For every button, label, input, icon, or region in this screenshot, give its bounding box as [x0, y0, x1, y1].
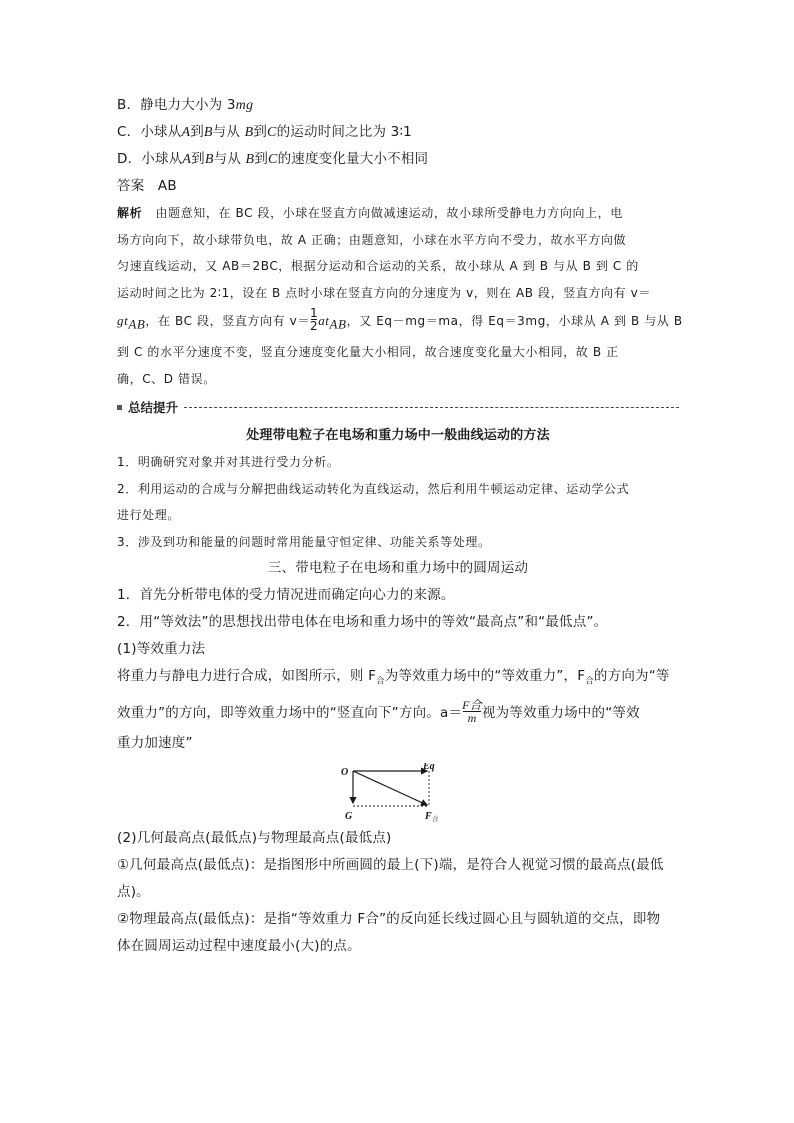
f-resultant-arrow [353, 771, 427, 805]
equivalent-gravity-text-1: 将重力与静电力进行合成，如图所示，则 $F_合$为等效重力场中的“等效重力”，$F_合$的方向为“等 [117, 668, 670, 688]
summary-item-2b: 进行处理。 [117, 508, 181, 523]
physical-highest-2: 体在圆周运动过程中速度最小(大)的点。 [117, 938, 361, 955]
summary-item-3: 3．涉及到功和能量的问题时常用能量守恒定律、功能关系等处理。 [117, 534, 491, 549]
fraction-half: $\frac{1}{2}$ [309, 306, 319, 333]
subheading-highest-point: (2)几何最高点(最低点)与物理最高点(最低点) [117, 830, 392, 847]
analysis-line-5: $gt_{AB}$，在 BC 段，竖直方向有 v＝ $\frac{1}{2}$ $at_{AB}$，又 Eq－mg＝ma，得 Eq＝3mg，小球从 A 到 B 与从 B [117, 306, 683, 333]
dashed-divider [184, 407, 679, 408]
force-diagram [339, 763, 449, 823]
summary-heading: 总结提升 [117, 398, 679, 416]
label-g: G [345, 811, 353, 823]
option-d: D．小球从A到B与从 B到C的速度变化量大小不相同 [117, 151, 429, 167]
section-3-point-1: 1．首先分析带电体的受力情况进而确定向心力的来源。 [117, 587, 455, 604]
analysis-line-6: 到 C 的水平分速度不变，竖直分速度变化量大小相同，故合速度变化量大小相同，故 B 正 [117, 345, 619, 360]
equivalent-gravity-text-3: 重力加速度” [117, 735, 193, 752]
option-c: C．小球从A到B与从 B到C的运动时间之比为 3∶1 [117, 124, 412, 140]
fraction-f-over-m: $\frac{\text{F合}}{m}$ [462, 697, 482, 725]
analysis-block [117, 200, 683, 392]
summary-item-1: 1．明确研究对象并对其进行受力分析。 [117, 455, 340, 470]
label-f: F [425, 811, 432, 823]
analysis-line-4: 运动时间之比为 2∶1，设在 B 点时小球在竖直方向的分速度为 v，则在 AB 段，竖直方向有 v＝ [117, 285, 651, 300]
document-page [117, 92, 683, 960]
answer-line: 答案 AB [117, 178, 177, 194]
label-f-sub: 合 [432, 815, 439, 824]
analysis-line-2: 场方向向下，故小球带负电，故 A 正确；由题意知，小球在水平方向不受力，故水平方向做 [117, 232, 627, 247]
equivalent-gravity-text-2: 效重力”的方向，即等效重力场中的“竖直向下”方向。a＝ $\frac{\text{F合}}{m}$ 视为等效重力场中的“等效 [117, 697, 640, 725]
geometric-highest-2: 点)。 [117, 884, 150, 901]
analysis-line-3: 匀速直线运动，又 AB＝2BC，根据分运动和合运动的关系，故小球从 A 到 B 与从 B 到 C 的 [117, 259, 639, 273]
summary-item-2a: 2．利用运动的合成与分解把曲线运动转化为直线运动，然后利用牛顿运动定律、运动学公式 [117, 481, 630, 496]
option-b: B．静电力大小为 3mg [117, 97, 254, 113]
physical-highest-1: ②物理最高点(最低点)：是指“等效重力 F合”的反向延长线过圆心且与圆轨道的交点，即物 [117, 911, 661, 928]
label-eq: Eq [423, 763, 435, 773]
section-3-title: 三、带电粒子在电场和重力场中的圆周运动 [267, 560, 529, 577]
section-3-point-2: 2．用“等效法”的思想找出带电体在电场和重力场中的等效“最高点”和“最低点”。 [117, 614, 608, 631]
analysis-line-7: 确，C、D 错误。 [117, 371, 216, 386]
label-o: O [341, 767, 349, 779]
bullet-square-icon [117, 405, 122, 410]
subheading-equivalent-gravity: (1)等效重力法 [117, 641, 206, 658]
analysis-line-1: 解析 由题意知，在 BC 段，小球在竖直方向做减速运动，故小球所受静电力方向向上，电 [117, 206, 623, 220]
summary-title: 处理带电粒子在电场和重力场中一般曲线运动的方法 [246, 428, 550, 444]
geometric-highest-1: ①几何最高点(最低点)：是指图形中所画圆的最上(下)端，是符合人视觉习惯的最高点(最低 [117, 857, 664, 874]
